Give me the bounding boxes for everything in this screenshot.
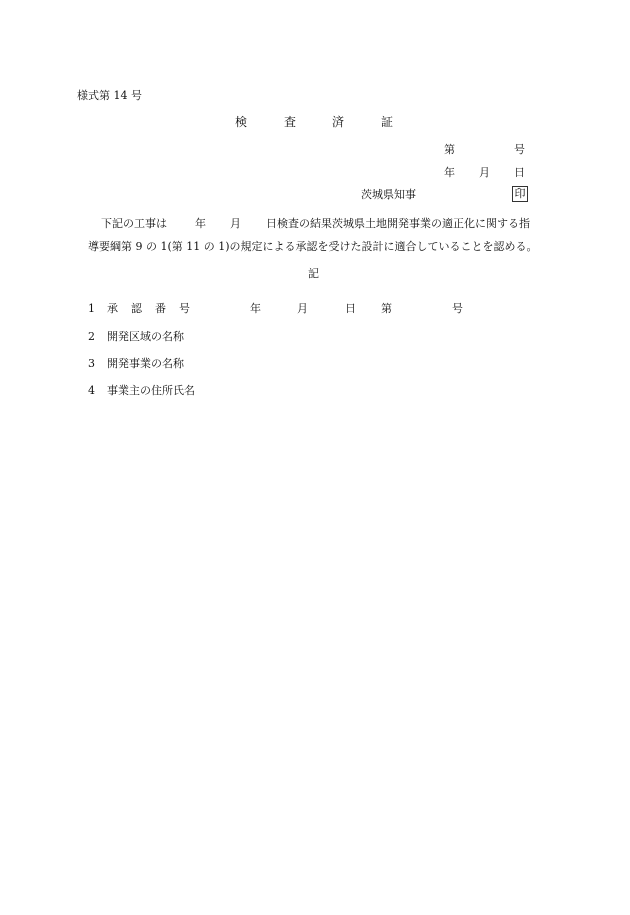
item-1-day: 日 <box>345 302 356 315</box>
title-char-2: 査 <box>284 115 297 129</box>
form-number: 様式第 14 号 <box>77 89 142 102</box>
issue-date-year: 年 <box>444 166 455 179</box>
item-1-label-char-3: 番 <box>155 302 166 315</box>
item-1-number-prefix: 第 <box>381 302 392 315</box>
item-2-number: 2 <box>88 330 95 343</box>
body-line1-rest: 日検査の結果茨城県土地開発事業の適正化に関する指 <box>266 217 530 230</box>
body-line2: 導要綱第 9 の 1(第 11 の 1)の規定による承認を受けた設計に適合していることを認める。 <box>88 240 538 253</box>
issue-date-month: 月 <box>479 166 490 179</box>
seal-mark: 印 <box>512 186 528 202</box>
item-1-number: 1 <box>88 302 95 315</box>
item-1-label-char-2: 認 <box>131 302 142 315</box>
item-1-label-char-1: 承 <box>107 302 118 315</box>
item-4-number: 4 <box>88 384 95 397</box>
item-3-number: 3 <box>88 357 95 370</box>
body-line1-prefix: 下記の工事は <box>101 217 167 230</box>
body-line1-year: 年 <box>195 217 206 230</box>
item-2-label: 開発区域の名称 <box>107 330 184 343</box>
item-1-number-suffix: 号 <box>452 302 463 315</box>
item-1-month: 月 <box>297 302 308 315</box>
body-line1-month: 月 <box>230 217 241 230</box>
issue-number-prefix: 第 <box>444 143 455 156</box>
issuer-name: 茨城県知事 <box>361 188 416 201</box>
item-1-label-char-4: 号 <box>179 302 190 315</box>
title-char-4: 証 <box>381 115 394 129</box>
title-char-1: 検 <box>235 115 248 129</box>
issue-number-suffix: 号 <box>514 143 525 156</box>
issue-date-day: 日 <box>514 166 525 179</box>
ki-heading: 記 <box>308 267 319 280</box>
item-3-label: 開発事業の名称 <box>107 357 184 370</box>
item-4-label: 事業主の住所氏名 <box>107 384 195 397</box>
title-char-3: 済 <box>332 115 345 129</box>
item-1-year: 年 <box>250 302 261 315</box>
